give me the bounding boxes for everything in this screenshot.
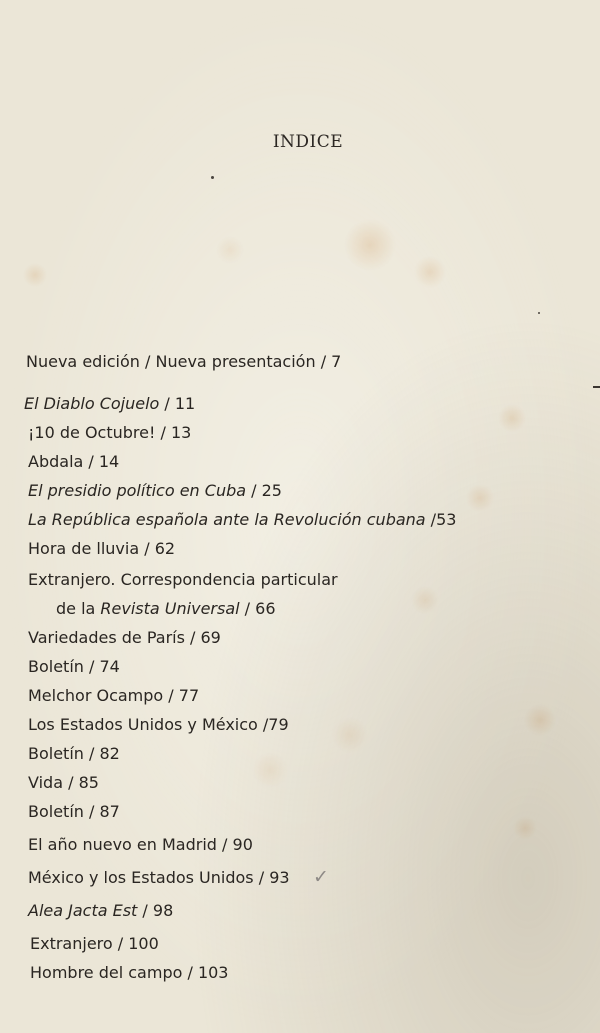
toc-entry-title: El presidio político en Cuba xyxy=(28,481,247,500)
toc-entry-extranjero-100: Extranjero / 100 xyxy=(30,934,159,953)
toc-entry-el-ano-nuevo-en-madrid: El año nuevo en Madrid / 90 xyxy=(28,835,253,854)
toc-entry-page: 11 xyxy=(174,394,196,413)
toc-entry-nueva-edicion: Nueva edición / Nueva presentación / 7 xyxy=(26,352,342,371)
toc-entry-alea-jacta-est xyxy=(28,901,173,921)
toc-entry-hora-de-lluvia: Hora de lluvia / 62 xyxy=(28,539,176,558)
toc-entry-page: 66 xyxy=(255,599,276,618)
toc-entry-10-de-octubre: ¡10 de Octubre! / 13 xyxy=(28,423,192,442)
toc-entry-extranjero-correspondencia: Extranjero. Correspondencia particular xyxy=(28,570,338,589)
page-title: INDICE xyxy=(272,132,344,152)
ink-speck xyxy=(211,176,214,179)
page-edge-mark xyxy=(593,386,600,388)
toc-entry-la-republica-espanola xyxy=(28,510,456,530)
toc-entry-melchor-ocampo: Melchor Ocampo / 77 xyxy=(28,686,200,705)
check-mark-icon: ✓ xyxy=(313,866,329,888)
toc-entry-el-presidio-politico xyxy=(28,481,282,501)
toc-entry-page: 25 xyxy=(261,481,282,500)
toc-entry-separator: / xyxy=(425,510,437,529)
toc-entry-separator: / xyxy=(239,599,256,618)
toc-entry-separator: / xyxy=(137,901,153,920)
toc-entry-separator: / xyxy=(246,481,262,500)
toc-entry-mexico-y-los-estados-unidos: México y los Estados Unidos / 93 xyxy=(28,868,290,887)
toc-entry-separator: / xyxy=(159,394,175,413)
toc-entry-title: La República española ante la Revolución cubana xyxy=(28,510,426,529)
toc-entry-title: Alea Jacta Est xyxy=(28,901,138,920)
toc-entry-los-estados-unidos-y-mexico: Los Estados Unidos y México /79 xyxy=(28,715,289,734)
toc-entry-vida: Vida / 85 xyxy=(28,773,99,792)
toc-entry-boletin-87: Boletín / 87 xyxy=(28,802,120,821)
toc-entry-boletin-74: Boletín / 74 xyxy=(28,657,120,676)
toc-entry-el-diablo-cojuelo xyxy=(24,394,195,414)
toc-entry-prefix: de la xyxy=(56,599,101,618)
toc-entry-hombre-del-campo: Hombre del campo / 103 xyxy=(30,963,229,982)
toc-entry-revista-universal xyxy=(56,599,276,619)
toc-entry-abdala: Abdala / 14 xyxy=(28,452,120,471)
toc-entry-page: 98 xyxy=(152,901,174,920)
toc-entry-boletin-82: Boletín / 82 xyxy=(28,744,120,763)
ink-speck xyxy=(538,312,540,314)
toc-entry-title: Revista Universal xyxy=(100,599,240,618)
toc-entry-title: El Diablo Cojuelo xyxy=(24,394,160,413)
toc-entry-page: 53 xyxy=(436,510,457,529)
toc-entry-variedades-de-paris: Variedades de París / 69 xyxy=(28,628,221,647)
